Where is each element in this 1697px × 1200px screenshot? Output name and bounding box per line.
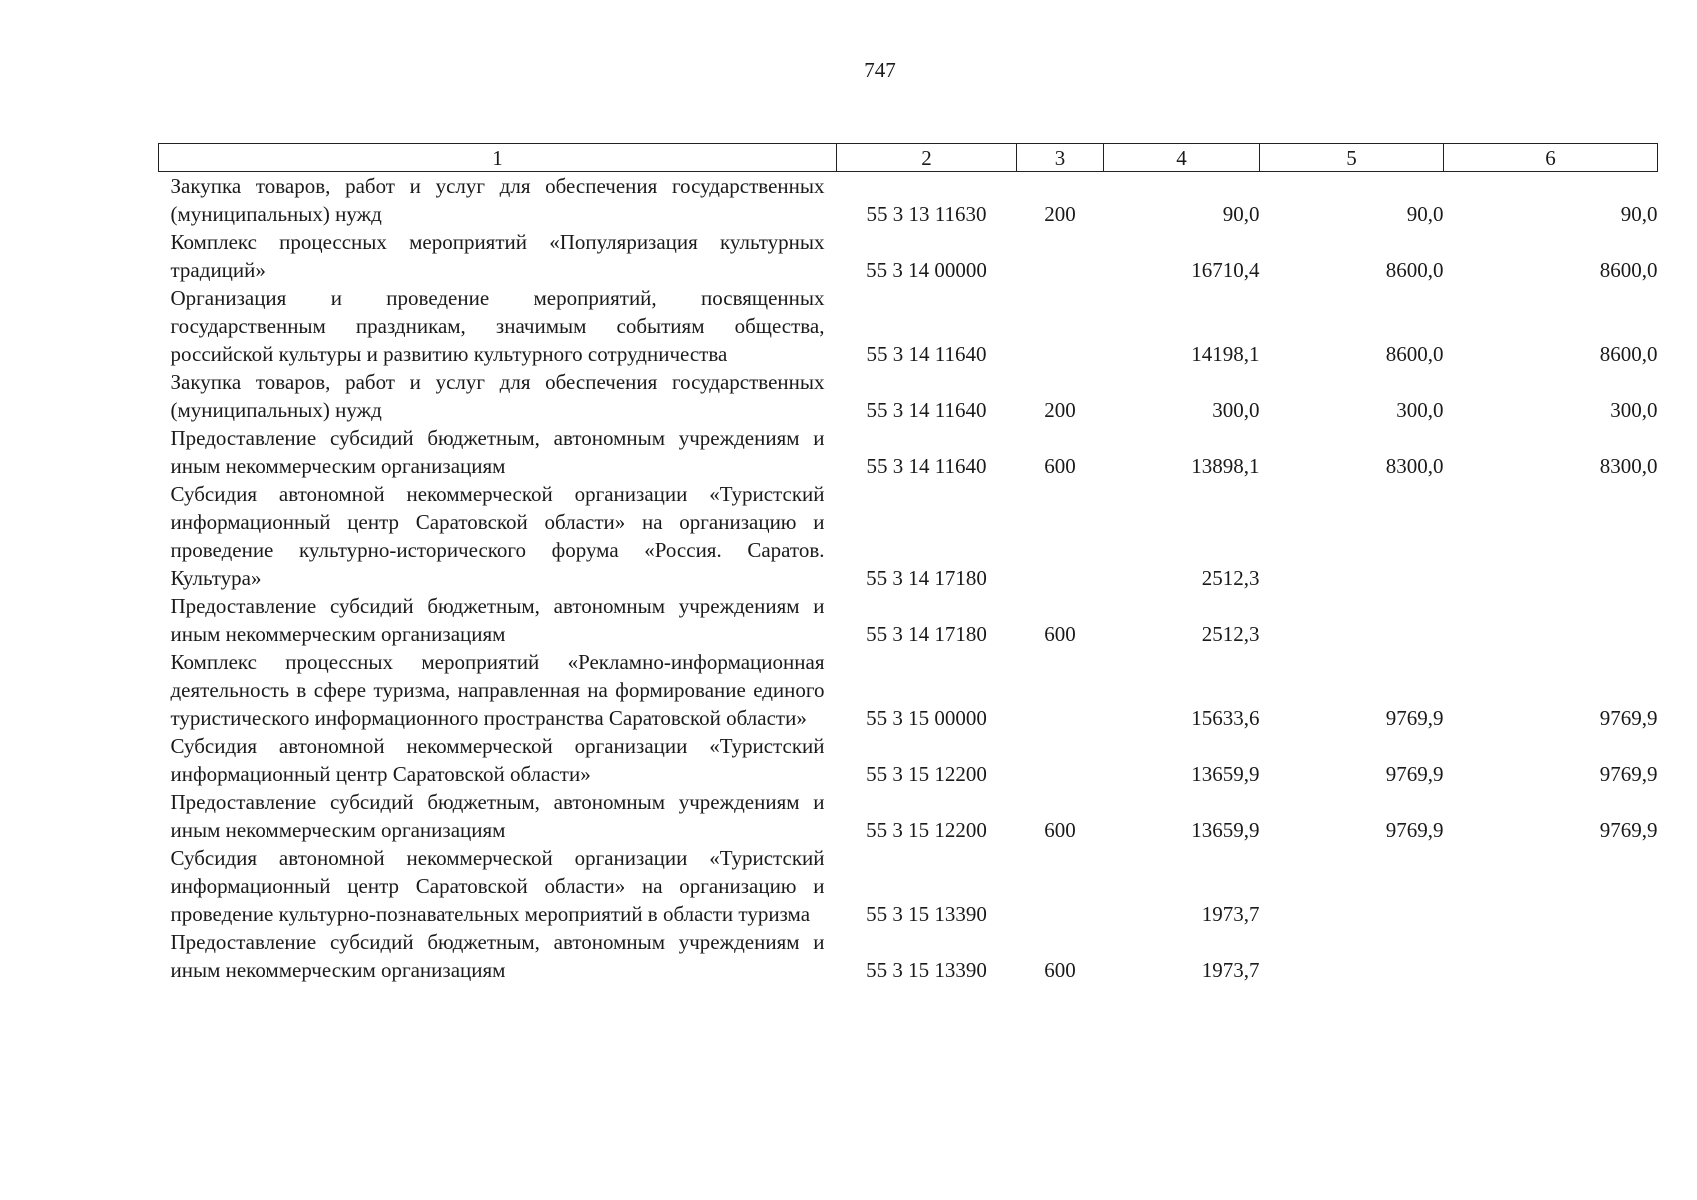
row-value-5-cell xyxy=(1260,928,1444,984)
row-value-4-cell: 16710,4 xyxy=(1191,258,1260,282)
row-type-cell: 600 xyxy=(1044,818,1076,842)
row-value-5-cell: 8600,0 xyxy=(1385,258,1444,282)
row-name-cell: Комплекс процессных мероприятий «Рекламно-информационная деятельность в сфере туризма, направленная на формирование единого туристического информационного пространства Саратовской области» xyxy=(170,650,825,730)
row-code-cell: 55 3 14 11640 xyxy=(866,454,987,478)
row-type-cell xyxy=(1017,844,1104,928)
row-code-cell: 55 3 14 11640 xyxy=(866,342,987,366)
table-row xyxy=(159,284,1658,368)
table-row xyxy=(159,480,1658,592)
row-value-6-cell xyxy=(1444,928,1658,984)
row-name-cell: Предоставление субсидий бюджетным, автономным учреждениям и иным некоммерческим организациям xyxy=(170,790,825,842)
row-name-cell: Предоставление субсидий бюджетным, автономным учреждениям и иным некоммерческим организациям xyxy=(170,594,825,646)
row-value-6-cell: 9769,9 xyxy=(1599,818,1658,842)
row-value-4-cell: 2512,3 xyxy=(1201,566,1260,590)
row-code-cell: 55 3 14 00000 xyxy=(866,258,987,282)
row-code-cell: 55 3 15 13390 xyxy=(866,902,987,926)
table-row xyxy=(159,648,1658,732)
column-header-5: 5 xyxy=(1260,144,1444,172)
row-value-6-cell: 9769,9 xyxy=(1599,706,1658,730)
row-value-5-cell: 90,0 xyxy=(1406,202,1444,226)
row-type-cell: 200 xyxy=(1044,398,1076,422)
row-name-cell: Закупка товаров, работ и услуг для обеспечения государственных (муниципальных) нужд xyxy=(170,174,825,226)
table-row xyxy=(159,172,1658,229)
row-value-4-cell: 1973,7 xyxy=(1201,958,1260,982)
row-value-6-cell: 300,0 xyxy=(1610,398,1658,422)
row-value-6-cell xyxy=(1444,480,1658,592)
row-name-cell: Комплекс процессных мероприятий «Популяризация культурных традиций» xyxy=(170,230,825,282)
row-value-4-cell: 13898,1 xyxy=(1191,454,1260,478)
row-name-cell: Субсидия автономной некоммерческой организации «Туристский информационный центр Саратовской области» на организацию и проведение культурно-познавательных мероприятий в области туризма xyxy=(170,846,825,926)
table-row xyxy=(159,788,1658,844)
row-name-cell: Субсидия автономной некоммерческой организации «Туристский информационный центр Саратовской области» xyxy=(170,734,825,786)
row-type-cell xyxy=(1017,732,1104,788)
row-value-6-cell: 8600,0 xyxy=(1599,258,1658,282)
row-type-cell xyxy=(1017,648,1104,732)
row-name-cell: Субсидия автономной некоммерческой организации «Туристский информационный центр Саратовской области» на организацию и проведение культурно-исторического форума «Россия. Саратов. Культура» xyxy=(170,482,825,590)
table-row xyxy=(159,424,1658,480)
row-value-4-cell: 90,0 xyxy=(1222,202,1260,226)
table-body xyxy=(159,172,1658,985)
table-header xyxy=(159,144,1658,172)
row-value-5-cell: 9769,9 xyxy=(1385,706,1444,730)
table-row xyxy=(159,592,1658,648)
row-value-4-cell: 13659,9 xyxy=(1191,818,1260,842)
row-type-cell: 600 xyxy=(1044,958,1076,982)
page-number: 747 xyxy=(864,58,896,82)
row-code-cell: 55 3 14 11640 xyxy=(866,398,987,422)
row-value-4-cell: 15633,6 xyxy=(1191,706,1260,730)
row-name-cell: Организация и проведение мероприятий, посвященных государственным праздникам, значимым событиям общества, российской культуры и развитию культурного сотрудничества xyxy=(170,286,825,366)
row-value-6-cell: 9769,9 xyxy=(1599,762,1658,786)
row-value-6-cell xyxy=(1444,592,1658,648)
row-value-5-cell xyxy=(1260,480,1444,592)
row-value-5-cell: 9769,9 xyxy=(1385,818,1444,842)
row-type-cell xyxy=(1017,284,1104,368)
row-value-5-cell: 300,0 xyxy=(1396,398,1444,422)
column-header-3: 3 xyxy=(1017,144,1104,172)
column-header-1: 1 xyxy=(159,144,837,172)
row-value-5-cell: 9769,9 xyxy=(1385,762,1444,786)
row-value-4-cell: 300,0 xyxy=(1212,398,1260,422)
row-name-cell: Предоставление субсидий бюджетным, автономным учреждениям и иным некоммерческим организациям xyxy=(170,930,825,982)
row-code-cell: 55 3 15 12200 xyxy=(866,818,987,842)
row-code-cell: 55 3 15 00000 xyxy=(866,706,987,730)
row-type-cell: 600 xyxy=(1044,622,1076,646)
row-value-4-cell: 2512,3 xyxy=(1201,622,1260,646)
row-value-4-cell: 13659,9 xyxy=(1191,762,1260,786)
row-value-4-cell: 1973,7 xyxy=(1201,902,1260,926)
table-row xyxy=(159,928,1658,984)
row-type-cell xyxy=(1017,228,1104,284)
row-value-6-cell xyxy=(1444,844,1658,928)
row-value-6-cell: 8600,0 xyxy=(1599,342,1658,366)
row-code-cell: 55 3 15 12200 xyxy=(866,762,987,786)
row-type-cell: 200 xyxy=(1044,202,1076,226)
row-value-5-cell: 8300,0 xyxy=(1385,454,1444,478)
row-value-5-cell xyxy=(1260,844,1444,928)
table-row xyxy=(159,228,1658,284)
row-value-5-cell: 8600,0 xyxy=(1385,342,1444,366)
column-header-2: 2 xyxy=(837,144,1017,172)
table-row xyxy=(159,368,1658,424)
row-value-4-cell: 14198,1 xyxy=(1191,342,1260,366)
column-header-4: 4 xyxy=(1104,144,1260,172)
row-value-6-cell: 8300,0 xyxy=(1599,454,1658,478)
row-code-cell: 55 3 15 13390 xyxy=(866,958,987,982)
row-type-cell xyxy=(1017,480,1104,592)
row-name-cell: Закупка товаров, работ и услуг для обеспечения государственных (муниципальных) нужд xyxy=(170,370,825,422)
row-type-cell: 600 xyxy=(1044,454,1076,478)
row-name-cell: Предоставление субсидий бюджетным, автономным учреждениям и иным некоммерческим организациям xyxy=(170,426,825,478)
row-value-5-cell xyxy=(1260,592,1444,648)
table-row xyxy=(159,732,1658,788)
row-code-cell: 55 3 14 17180 xyxy=(866,566,987,590)
table-row xyxy=(159,844,1658,928)
column-header-6: 6 xyxy=(1444,144,1658,172)
budget-table xyxy=(158,143,1658,984)
row-value-6-cell: 90,0 xyxy=(1620,202,1658,226)
row-code-cell: 55 3 14 17180 xyxy=(866,622,987,646)
row-code-cell: 55 3 13 11630 xyxy=(866,202,987,226)
